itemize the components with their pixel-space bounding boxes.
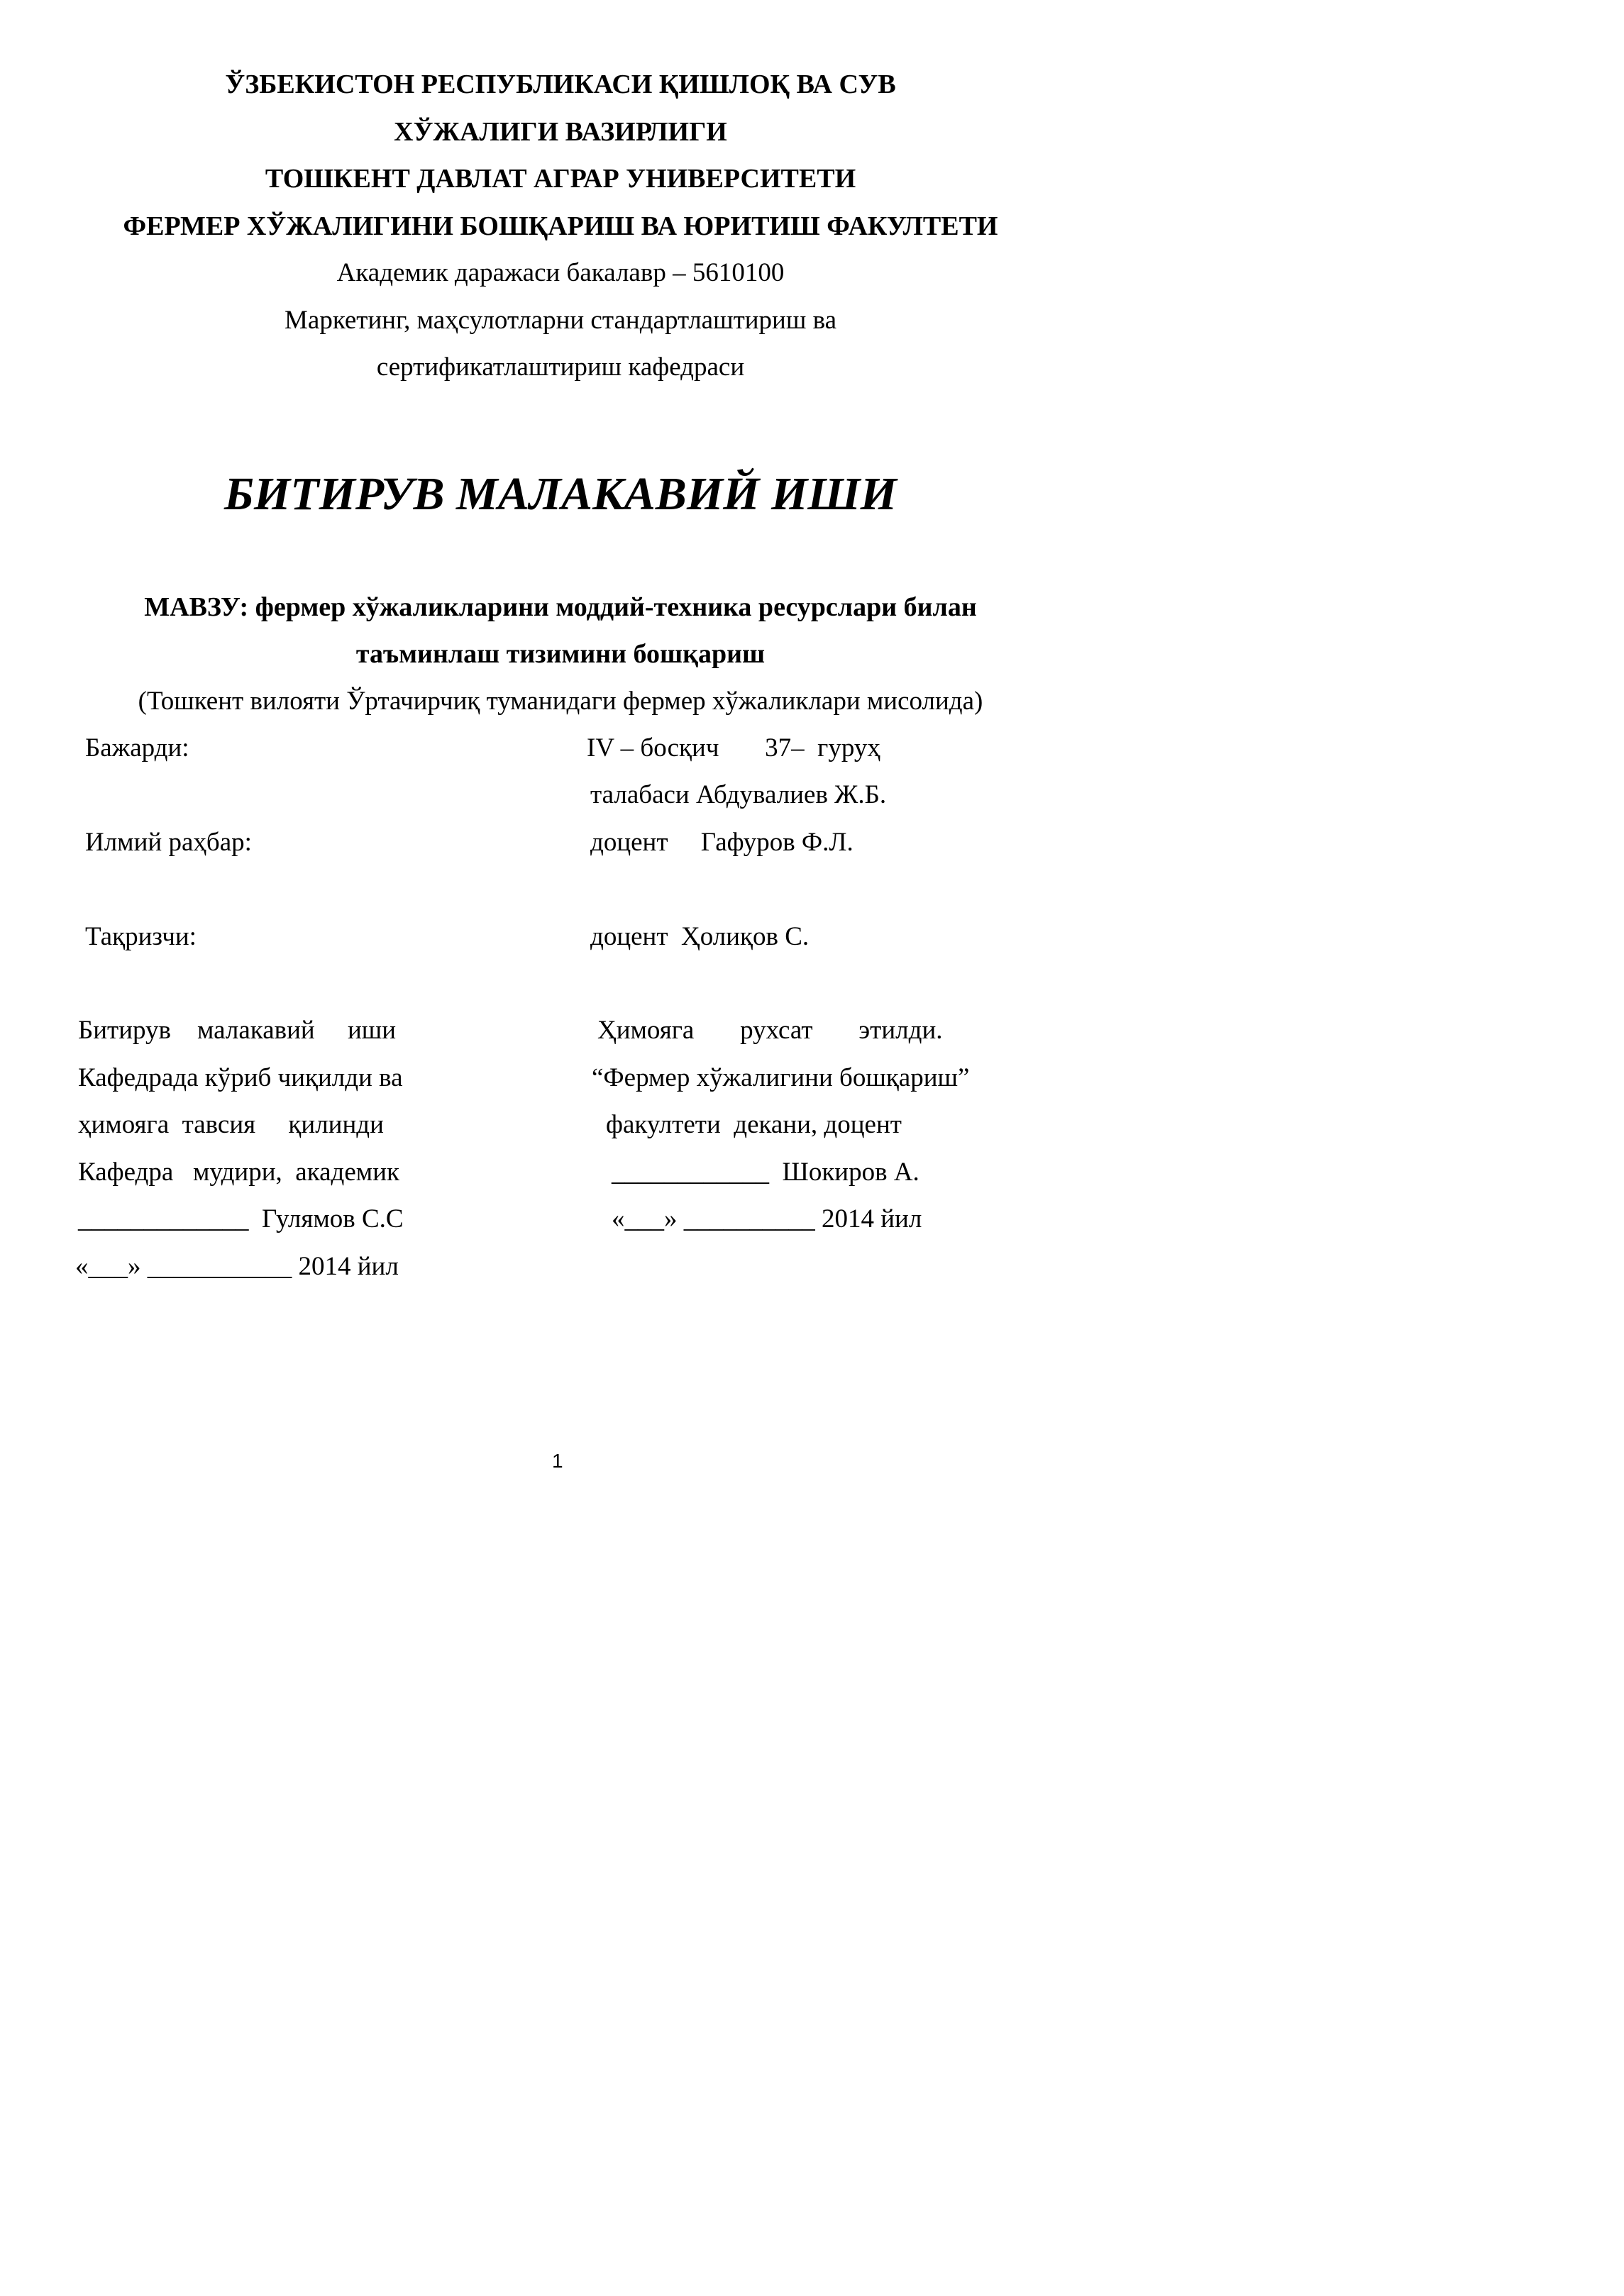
topic-text-1: фермер хўжаликларини моддий-техника ресурслари билан <box>248 592 977 622</box>
approval-left-line-2: Кафедрада кўриб чиқилди ва <box>78 1063 403 1092</box>
approval-left-line-5: _____________ Гулямов С.С <box>78 1204 404 1233</box>
topic-line-2: таъминлаш тизимини бошқариш <box>355 639 766 669</box>
done-label: Бажарди: <box>85 733 189 762</box>
approval-left-line-1: Битирув малакавий иши <box>78 1016 397 1045</box>
approval-right-line-2: “Фермер хўжалигини бошқариш” <box>592 1063 970 1092</box>
faculty-name: ФЕРМЕР ХЎЖАЛИГИНИ БОШҚАРИШ ВА ЮРИТИШ ФАКУЛТЕТИ <box>123 211 998 241</box>
university-name: ТОШКЕНТ ДАВЛАТ АГРАР УНИВЕРСИТЕТИ <box>265 164 856 194</box>
done-value-1: IV – босқич 37– гуруҳ <box>587 733 880 762</box>
approval-right-line-1: Ҳимояга рухсат этилди. <box>597 1016 943 1045</box>
topic-subtitle: (Тошкент вилояти Ўртачирчиқ туманидаги фермер хўжаликлари мисолида) <box>138 687 983 716</box>
approval-right-line-4: ____________ Шокиров А. <box>612 1158 919 1187</box>
document-title: БИТИРУВ МАЛАКАВИЙ ИШИ <box>224 468 897 520</box>
topic-line-1 <box>0 594 1121 621</box>
reviewer-value: доцент Ҳолиқов С. <box>590 922 810 951</box>
page-number: 1 <box>552 1450 563 1472</box>
topic-label: МАВЗУ: <box>144 592 249 622</box>
approval-left-line-6: «___» ___________ 2014 йил <box>75 1252 399 1281</box>
department-line-2: сертификатлаштириш кафедраси <box>376 353 745 382</box>
supervisor-label: Илмий раҳбар: <box>85 828 252 857</box>
degree-line: Академик даражаси бакалавр – 5610100 <box>336 258 785 287</box>
done-value-2: талабаси Абдувалиев Ж.Б. <box>590 780 887 809</box>
approval-right-line-5: «___» __________ 2014 йил <box>612 1204 922 1233</box>
ministry-line-1: ЎЗБЕКИСТОН РЕСПУБЛИКАСИ ҚИШЛОҚ ВА СУВ <box>225 70 896 99</box>
ministry-line-2: ХЎЖАЛИГИ ВАЗИРЛИГИ <box>394 117 727 147</box>
reviewer-label: Тақризчи: <box>85 922 197 951</box>
approval-right-line-3: факултети декани, доцент <box>606 1110 902 1139</box>
approval-left-line-4: Кафедра мудири, академик <box>78 1158 399 1187</box>
department-line-1: Маркетинг, маҳсулотларни стандартлаштириш ва <box>285 306 836 335</box>
supervisor-value: доцент Гафуров Ф.Л. <box>590 828 854 857</box>
approval-left-line-3: ҳимояга тавсия қилинди <box>78 1110 384 1139</box>
